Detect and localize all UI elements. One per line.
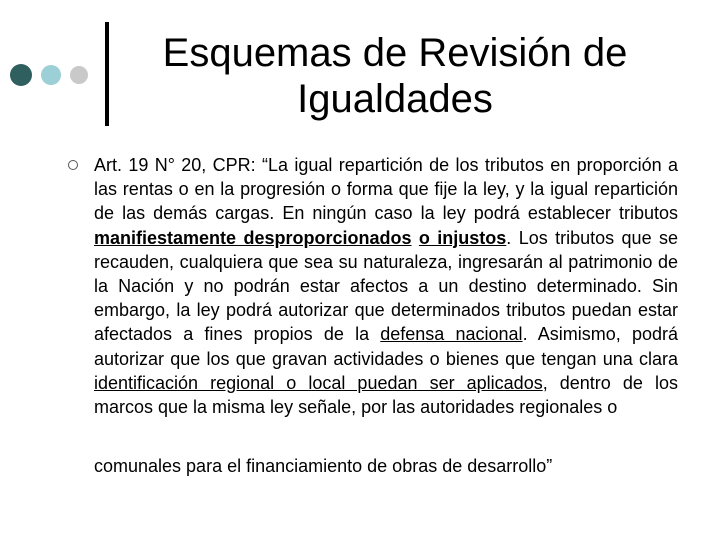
paragraph-text-4: , dentro de los marcos que la misma ley señale, por las autoridades regionales o	[94, 372, 678, 418]
paragraph-text-1: Art. 19 N° 20, CPR: “La igual repartición de los tributos en proporción a las rentas o en la progresión o forma que fije la ley, y la igual repartición de las demás cargas. En ningún caso la ley podrá establecer tributos	[94, 155, 678, 224]
emphasis-national-defense: defensa nacional	[380, 324, 523, 345]
light-teal-dot-icon	[41, 65, 61, 85]
gray-dot-icon	[70, 66, 88, 84]
paragraph-text-3: . Asimismo, podrá autorizar que los que gravan actividades o bienes que tengan una clara	[94, 324, 678, 369]
emphasis-regional-identification: identificación regional o local puedan ser aplicados	[94, 372, 543, 393]
dark-teal-dot-icon	[10, 64, 32, 86]
article-paragraph	[94, 153, 678, 419]
decorative-dots	[10, 64, 96, 86]
paragraph-last-line: comunales para el financiamiento de obras de desarrollo”	[94, 456, 553, 476]
slide-title: Esquemas de Revisión de Igualdades	[162, 31, 628, 121]
emphasis-disproportionate: manifiestamente desproporcionados	[94, 227, 412, 248]
paragraph-space	[411, 228, 418, 248]
emphasis-unjust: o injustos	[418, 227, 507, 248]
paragraph-text-2: . Los tributos que se recauden, cualquiera que sea su naturaleza, ingresarán al patrimonio de la Nación y no podrán estar afectos a un destino determinado. Sin embargo, la ley podrá autorizar que determinados tributos puedan estar afectados a fines propios de la	[94, 227, 678, 345]
title-divider	[105, 22, 109, 126]
hollow-circle-bullet-icon	[68, 160, 78, 170]
